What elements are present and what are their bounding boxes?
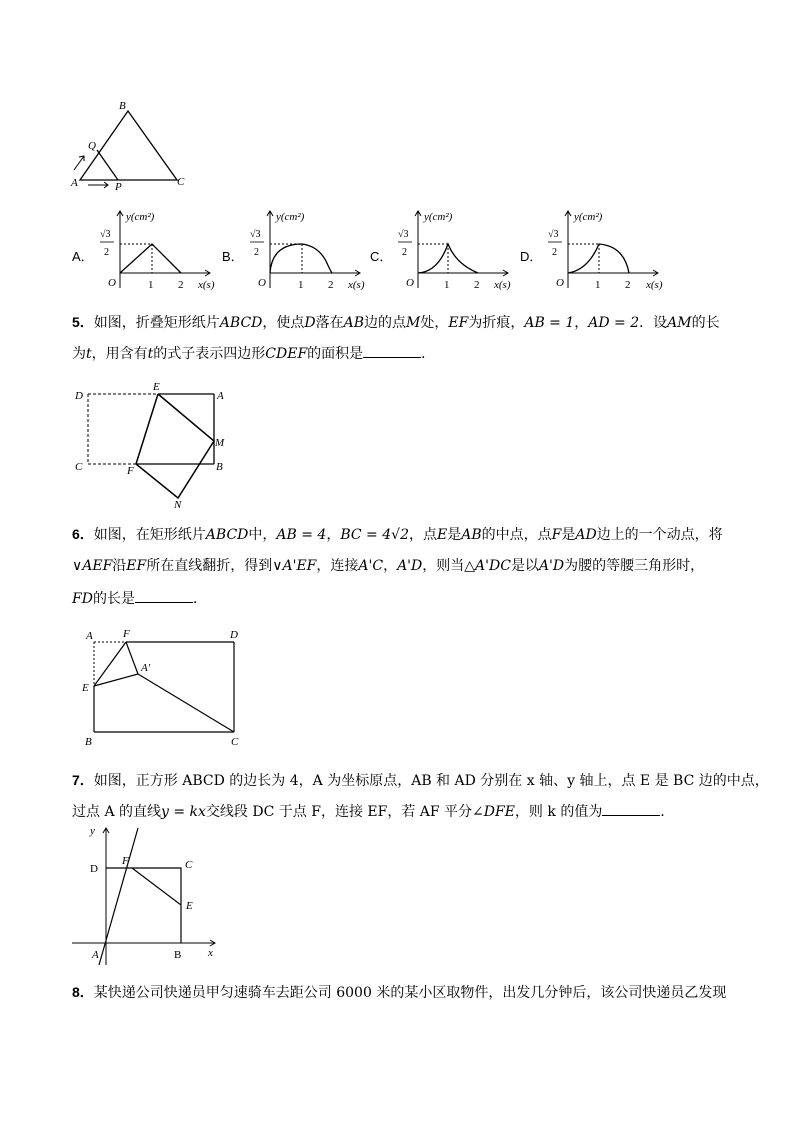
opt-C-xlabel: x(s) — [494, 279, 511, 291]
q7-label-F: F — [122, 855, 129, 867]
q8-text: 某快递公司快递员甲匀速骑车去距公司 6000 米的某小区取物件，出发几分钟后，该公司快递员乙发现 — [93, 985, 727, 1001]
q5-answer-blank[interactable] — [363, 343, 421, 358]
label-Q: Q — [88, 140, 96, 152]
q5-var: M — [406, 315, 421, 331]
q6-text: 中， — [248, 527, 277, 543]
q5-text: ， — [574, 315, 589, 331]
q6-label-A-prime: A′ — [141, 662, 151, 674]
opt-B-origin: O — [258, 277, 266, 289]
q7-label-B: B — [174, 949, 182, 961]
q6-text: 的长是 — [92, 591, 135, 607]
q5-text: 边的点 — [364, 315, 407, 331]
opt-B-sqrt3: √3 — [250, 229, 261, 240]
q6-answer-blank[interactable] — [135, 588, 193, 603]
q5-text: 为折痕， — [468, 315, 525, 331]
q6-line-2 — [72, 556, 704, 576]
q7-number: 7． — [72, 772, 94, 788]
q7-label-C: C — [185, 859, 193, 871]
q7-eq: y = kx — [161, 804, 206, 820]
q6-text: 所在直线翻折，得到∨ — [146, 558, 283, 574]
label-P: P — [115, 181, 122, 193]
q6-text: 如图，在矩形纸片 — [93, 527, 206, 543]
q7-label-D: D — [90, 863, 98, 875]
q6-var: EF — [126, 558, 147, 574]
option-A-label[interactable]: A． — [72, 249, 94, 264]
q5-text: 如图，折叠矩形纸片 — [93, 315, 220, 331]
opt-A-x2: 2 — [178, 279, 184, 291]
q5-label-F: F — [127, 465, 134, 477]
q6-text: 是 — [447, 527, 462, 543]
label-C: C — [177, 176, 185, 188]
opt-B-two: 2 — [254, 247, 259, 258]
q5-text: 落在 — [315, 315, 344, 331]
opt-A-sqrt3: √3 — [100, 229, 111, 240]
q6-var: A'D — [397, 558, 423, 574]
q6-var: FD — [72, 591, 93, 607]
q5-text: ，用含有 — [91, 346, 148, 362]
q7-text: 过点 A 的直线 — [72, 804, 162, 820]
q5-text: 的面积是 — [307, 346, 364, 362]
opt-D-origin: O — [556, 277, 564, 289]
opt-C-x1: 1 — [444, 279, 450, 291]
q7-text: ，则 k 的值为 — [514, 804, 603, 820]
q6-var: AB — [461, 527, 482, 543]
q5-figure — [70, 380, 240, 510]
opt-A-two: 2 — [104, 247, 109, 258]
q6-text: ，则当△ — [422, 558, 476, 574]
q7-text: 交线段 DC 于点 F，连接 EF，若 AF 平分 — [205, 804, 473, 820]
opt-B-x2: 2 — [328, 279, 334, 291]
opt-A-ylabel: y(cm²) — [126, 211, 155, 223]
q5-number: 5． — [72, 314, 94, 330]
opt-A-xlabel: x(s) — [198, 279, 215, 291]
q6-label-C: C — [231, 736, 239, 748]
label-A: A — [71, 177, 78, 189]
q6-text: 是以 — [510, 558, 539, 574]
option-B-graph — [240, 206, 375, 296]
q5-var: ABCD — [219, 315, 263, 331]
option-A-graph — [90, 206, 225, 296]
q7-label-E: E — [186, 900, 193, 912]
q5-text: 的式子表示四边形 — [153, 346, 266, 362]
q5-text: ． — [421, 346, 436, 362]
label-B: B — [119, 100, 126, 112]
q5-var: AB — [343, 315, 365, 331]
q5-text: ．设 — [639, 315, 668, 331]
q6-text: ，点 — [408, 527, 437, 543]
q6-label-F: F — [123, 628, 130, 640]
q6-var: F — [551, 527, 562, 543]
opt-C-two: 2 — [402, 247, 407, 258]
q6-var: A'C — [358, 558, 384, 574]
q5-label-M: M — [215, 437, 225, 449]
option-D-label[interactable]: D． — [520, 249, 543, 264]
q7-line-1 — [72, 770, 769, 791]
q7-text: 如图，正方形 ABCD 的边长为 4，A 为坐标原点，AB 和 AD 分别在 x 轴、y 轴上，点 E 是 BC 边的中点， — [93, 773, 769, 789]
q7-label-x: x — [208, 947, 213, 959]
q5-line-2 — [72, 343, 435, 364]
q5-var: D — [304, 315, 316, 331]
q5-var: CDEF — [265, 346, 308, 362]
opt-D-two: 2 — [552, 247, 557, 258]
opt-C-ylabel: y(cm²) — [424, 211, 453, 223]
q6-label-D: D — [230, 629, 238, 641]
q6-label-E: E — [82, 682, 89, 694]
opt-A-x1: 1 — [148, 279, 154, 291]
q8-number: 8． — [72, 984, 94, 1000]
q7-answer-blank[interactable] — [602, 801, 660, 816]
opt-A-origin: O — [108, 277, 116, 289]
q5-label-C: C — [75, 461, 83, 473]
option-C-graph — [388, 206, 523, 296]
q6-label-A: A — [86, 630, 93, 642]
q6-text: 的中点，点 — [481, 527, 552, 543]
q6-var: AD — [575, 527, 597, 543]
q6-var: AEF — [82, 558, 113, 574]
q7-eq: ∠DFE — [472, 804, 515, 820]
opt-D-x1: 1 — [595, 279, 601, 291]
opt-D-ylabel: y(cm²) — [574, 211, 603, 223]
q6-number: 6． — [72, 526, 94, 542]
q6-eq: AB = 4 — [276, 527, 327, 543]
option-C-label[interactable]: C． — [370, 249, 393, 264]
q6-text: 沿 — [112, 558, 127, 574]
opt-C-origin: O — [406, 277, 414, 289]
q7-text: ． — [660, 804, 675, 820]
q6-figure — [78, 624, 258, 750]
option-B-label[interactable]: B． — [222, 249, 244, 264]
opt-D-sqrt3: √3 — [548, 229, 559, 240]
q5-label-E: E — [153, 381, 160, 393]
q5-label-B: B — [216, 461, 223, 473]
q4-triangle-figure — [60, 96, 200, 196]
q5-text: 的长 — [691, 315, 720, 331]
q5-line-1 — [72, 312, 720, 333]
q6-var: A'EF — [282, 558, 317, 574]
q7-line-2 — [72, 801, 674, 822]
q5-var: t — [86, 346, 92, 362]
q6-text: 为腰的等腰三角形时， — [564, 558, 705, 574]
q7-label-y: y — [90, 825, 95, 837]
q6-text: ，连接 — [316, 558, 359, 574]
q6-var: A'D — [538, 558, 565, 574]
q6-text: ， — [326, 527, 341, 543]
opt-B-xlabel: x(s) — [348, 279, 365, 291]
q5-label-N: N — [174, 499, 182, 511]
q6-text: 是 — [561, 527, 576, 543]
q5-text: 为 — [72, 346, 86, 362]
opt-D-x2: 2 — [625, 279, 631, 291]
q5-var: AM — [667, 315, 692, 331]
option-D-graph — [538, 206, 673, 296]
q6-line-1 — [72, 524, 723, 545]
q5-eq: AD = 2 — [588, 315, 640, 331]
q6-text: ． — [192, 591, 207, 607]
q5-text: ，使点 — [262, 315, 305, 331]
q5-var: t — [147, 346, 154, 362]
q6-var: E — [436, 527, 448, 543]
q6-var: A'DC — [475, 558, 511, 574]
q6-var: ABCD — [205, 527, 249, 543]
q5-eq: AB = 1 — [524, 315, 575, 331]
q5-text: 处， — [420, 315, 449, 331]
q6-label-B: B — [85, 736, 92, 748]
q6-eq: BC = 4√2 — [340, 527, 409, 543]
q6-text: 边上的一个动点，将 — [596, 527, 723, 543]
q5-var: EF — [448, 315, 469, 331]
q5-label-D: D — [75, 390, 83, 402]
opt-D-xlabel: x(s) — [646, 279, 663, 291]
q6-text: ， — [383, 558, 398, 574]
opt-B-x1: 1 — [298, 279, 304, 291]
opt-C-x2: 2 — [474, 279, 480, 291]
q7-label-A: A — [92, 949, 99, 961]
q5-label-A: A — [217, 390, 224, 402]
q7-figure — [70, 820, 230, 970]
opt-C-sqrt3: √3 — [398, 229, 409, 240]
q6-text: ∨ — [72, 558, 83, 574]
q6-line-3 — [72, 588, 207, 609]
q8-line-1 — [72, 982, 726, 1003]
opt-B-ylabel: y(cm²) — [276, 211, 305, 223]
